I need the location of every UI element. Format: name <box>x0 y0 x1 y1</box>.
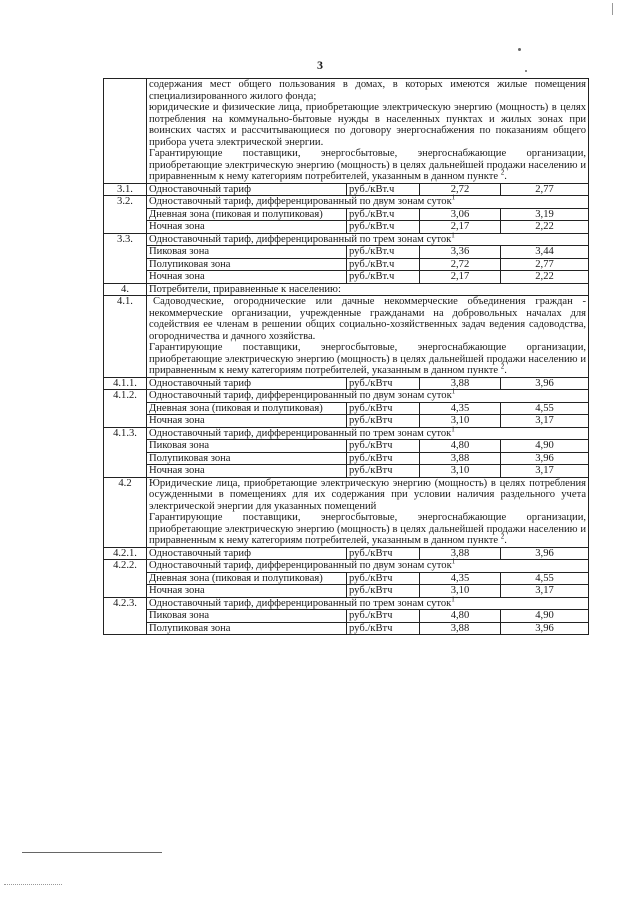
row-unit: руб./кВт.ч <box>347 246 420 259</box>
tariff-value-2: 3,96 <box>501 622 589 635</box>
tariff-value-2: 2,22 <box>501 271 589 284</box>
row-number: 4.2 <box>104 477 147 547</box>
table-row <box>104 402 589 415</box>
table-row <box>104 622 589 635</box>
tariff-value-1: 3,88 <box>420 547 501 560</box>
table-row <box>104 560 589 573</box>
table-row <box>104 296 589 378</box>
row-label: Ночная зона <box>147 465 347 478</box>
tariff-value-1: 2,17 <box>420 271 501 284</box>
sentence-end: . <box>504 171 507 182</box>
sentence-end: . <box>504 365 507 376</box>
tariff-value-2: 3,44 <box>501 246 589 259</box>
row-unit: руб./кВтч <box>347 377 420 390</box>
row-heading <box>147 230 589 246</box>
footnote-marker: 1 <box>451 230 455 239</box>
row-number: 3.3. <box>104 233 147 283</box>
tariff-value-2: 4,55 <box>501 572 589 585</box>
section-text-cell <box>147 477 589 547</box>
footnote-marker: 1 <box>451 424 455 433</box>
table-row <box>104 610 589 623</box>
row-unit: руб./кВтч <box>347 465 420 478</box>
row-label: Дневная зона (пиковая и полупиковая) <box>147 208 347 221</box>
table-row <box>104 440 589 453</box>
scan-artifact <box>518 48 521 51</box>
section-text-a: Садоводческие, огороднические или дачные некоммерческие объединения граждан - некоммерческие организации, учрежденные гражданами на добровольных началах для содействия ее членам в решении общих социально-хозяйственных задач ведения садоводства, огородничества и дачного хозяйства. <box>149 296 587 342</box>
row-heading-text: Одноставочный тариф, дифференцированный по двум зонам суток <box>149 196 452 207</box>
row-unit: руб./кВтч <box>347 585 420 598</box>
row-number: 4. <box>104 283 147 296</box>
tariff-value-1: 3,06 <box>420 208 501 221</box>
tariff-value-2: 3,96 <box>501 452 589 465</box>
tariff-value-2: 3,96 <box>501 547 589 560</box>
tariff-value-2: 3,17 <box>501 465 589 478</box>
table-row <box>104 258 589 271</box>
row-number: 4.1.3. <box>104 427 147 477</box>
section-text-b-line <box>149 342 586 377</box>
table-row <box>104 415 589 428</box>
tariff-value-1: 3,10 <box>420 415 501 428</box>
tariff-value-1: 2,17 <box>420 221 501 234</box>
row-label: Полупиковая зона <box>147 258 347 271</box>
intro-text-c-line <box>149 148 586 183</box>
row-unit: руб./кВт.ч <box>347 221 420 234</box>
row-heading <box>147 557 589 573</box>
row-heading-text: Одноставочный тариф, дифференцированный по трем зонам суток <box>149 427 452 439</box>
row-unit: руб./кВт.ч <box>347 183 420 196</box>
tariff-value-2: 2,77 <box>501 258 589 271</box>
row-number: 4.2.2. <box>104 560 147 598</box>
sentence-end: . <box>504 535 507 546</box>
tariff-value-1: 2,72 <box>420 258 501 271</box>
table-row <box>104 233 589 246</box>
tariff-value-1: 3,88 <box>420 622 501 635</box>
tariff-value-2: 4,90 <box>501 440 589 453</box>
row-heading-text: Одноставочный тариф, дифференцированный по трем зонам суток <box>149 597 452 609</box>
row-number: 4.1.2. <box>104 390 147 428</box>
row-number: 3.1. <box>104 183 147 196</box>
row-unit: руб./кВтч <box>347 572 420 585</box>
intro-text-c: Гарантирующие поставщики, энергосбытовые, энергоснабжающие организации, приобретающие электрическую энергию (мощность) в целях дальнейшей продажи населению и приравненным к нему категориям потребителей, указанным в данном пункте <box>149 148 587 182</box>
row-label: Полупиковая зона <box>147 452 347 465</box>
tariff-value-1: 4,80 <box>420 440 501 453</box>
row-label: Ночная зона <box>147 221 347 234</box>
row-number: 4.2.3. <box>104 597 147 635</box>
intro-text-b: юридические и физические лица, приобретающие электрическую энергию (мощность) в целях потребления на коммунально-бытовые нужды в населенных пунктах и жилых зонах при воинских частях и рассчитывающиеся по договору энергоснабжения по показаниям общего прибора учета электрической энергии. <box>149 102 587 148</box>
table-row <box>104 183 589 196</box>
row-label: Одноставочный тариф <box>147 377 347 390</box>
footnote-marker: 2 <box>500 532 505 541</box>
row-number: 3.2. <box>104 196 147 234</box>
table-row <box>104 390 589 403</box>
section-text-b-line <box>149 512 586 547</box>
row-label: Ночная зона <box>147 585 347 598</box>
table-row <box>104 547 589 560</box>
page-number: 3 <box>317 58 323 72</box>
tariff-value-2: 3,96 <box>501 377 589 390</box>
section-text-a: Юридические лица, приобретающие электрическую энергию (мощность) в целях потребления осужденными в помещениях для их содержания при условии наличия раздельного учета электрической энергии для указанных помещений <box>149 477 587 512</box>
row-label: Дневная зона (пиковая и полупиковая) <box>147 402 347 415</box>
table-row <box>104 465 589 478</box>
row-heading <box>147 594 589 610</box>
tariff-value-2: 3,17 <box>501 585 589 598</box>
row-label: Одноставочный тариф <box>147 183 347 196</box>
tariff-value-2: 4,90 <box>501 610 589 623</box>
table-row <box>104 572 589 585</box>
row-unit: руб./кВтч <box>347 610 420 623</box>
table-row <box>104 79 589 184</box>
table-row <box>104 597 589 610</box>
row-heading-text: Одноставочный тариф, дифференцированный по трем зонам суток <box>149 233 452 245</box>
tariff-value-1: 3,88 <box>420 377 501 390</box>
intro-text-a: содержания мест общего пользования в домах, в которых имеются жилые помещения специализированного жилого фонда; <box>149 79 587 102</box>
row-heading <box>147 387 589 403</box>
row-unit: руб./кВтч <box>347 452 420 465</box>
row-number: 4.2.1. <box>104 547 147 560</box>
intro-text-cell <box>147 79 589 184</box>
table-row <box>104 246 589 259</box>
footnote-marker: 1 <box>451 557 456 566</box>
table-row <box>104 221 589 234</box>
footnote-marker: 1 <box>451 387 456 396</box>
table-row <box>104 283 589 296</box>
row-number: 4.1.1. <box>104 377 147 390</box>
section-text-cell <box>147 296 589 378</box>
row-label: Ночная зона <box>147 415 347 428</box>
table-row <box>104 452 589 465</box>
scan-artifact <box>612 3 615 15</box>
tariff-value-1: 4,80 <box>420 610 501 623</box>
table-row <box>104 427 589 440</box>
scan-artifact <box>4 884 62 885</box>
row-label: Пиковая зона <box>147 610 347 623</box>
tariff-value-1: 2,72 <box>420 183 501 196</box>
row-unit: руб./кВтч <box>347 622 420 635</box>
row-unit: руб./кВт.ч <box>347 208 420 221</box>
row-heading <box>147 193 589 209</box>
row-label: Ночная зона <box>147 271 347 284</box>
table-row <box>104 477 589 547</box>
row-unit: руб./кВтч <box>347 547 420 560</box>
tariff-table <box>103 78 589 635</box>
footnote-marker: 1 <box>451 594 455 603</box>
tariff-value-1: 3,10 <box>420 585 501 598</box>
row-heading <box>147 424 589 440</box>
tariff-value-1: 3,36 <box>420 246 501 259</box>
row-unit: руб./кВт.ч <box>347 271 420 284</box>
footnote-marker: 2 <box>500 168 505 177</box>
row-heading: Потребители, приравненные к населению: <box>147 283 589 296</box>
table-row <box>104 377 589 390</box>
table-row <box>104 271 589 284</box>
row-label: Пиковая зона <box>147 246 347 259</box>
row-heading-text: Одноставочный тариф, дифференцированный по двум зонам суток <box>149 390 452 401</box>
tariff-value-1: 3,10 <box>420 465 501 478</box>
tariff-value-1: 4,35 <box>420 572 501 585</box>
row-unit: руб./кВт.ч <box>347 258 420 271</box>
tariff-value-2: 3,17 <box>501 415 589 428</box>
table-row <box>104 585 589 598</box>
tariff-value-2: 4,55 <box>501 402 589 415</box>
section-text-b: Гарантирующие поставщики, энергосбытовые, энергоснабжающие организации, приобретающие электрическую энергию (мощность) в целях дальнейшей продажи населению и приравненным к нему категориям потребителей, указанным в данном пункте <box>149 512 587 546</box>
tariff-value-2: 2,22 <box>501 221 589 234</box>
row-number: 4.1. <box>104 296 147 378</box>
tariff-value-1: 3,88 <box>420 452 501 465</box>
row-label: Полупиковая зона <box>147 622 347 635</box>
footnote-marker: 1 <box>451 193 456 202</box>
tariff-value-2: 3,19 <box>501 208 589 221</box>
row-heading-text: Одноставочный тариф, дифференцированный по двум зонам суток <box>149 560 452 571</box>
row-label: Дневная зона (пиковая и полупиковая) <box>147 572 347 585</box>
row-label: Одноставочный тариф <box>147 547 347 560</box>
section-text-b: Гарантирующие поставщики, энергосбытовые, энергоснабжающие организации, приобретающие электрическую энергию (мощность) в целях дальнейшей продажи населению и приравненным к нему категориям потребителей, указанным в данном пункте <box>149 342 587 376</box>
footnote-marker: 2 <box>500 362 505 371</box>
tariff-value-1: 4,35 <box>420 402 501 415</box>
row-unit: руб./кВтч <box>347 415 420 428</box>
row-label: Пиковая зона <box>147 440 347 453</box>
tariff-value-2: 2,77 <box>501 183 589 196</box>
row-unit: руб./кВтч <box>347 440 420 453</box>
footnote-divider <box>22 852 162 853</box>
table-row <box>104 208 589 221</box>
row-unit: руб./кВтч <box>347 402 420 415</box>
table-row <box>104 196 589 209</box>
